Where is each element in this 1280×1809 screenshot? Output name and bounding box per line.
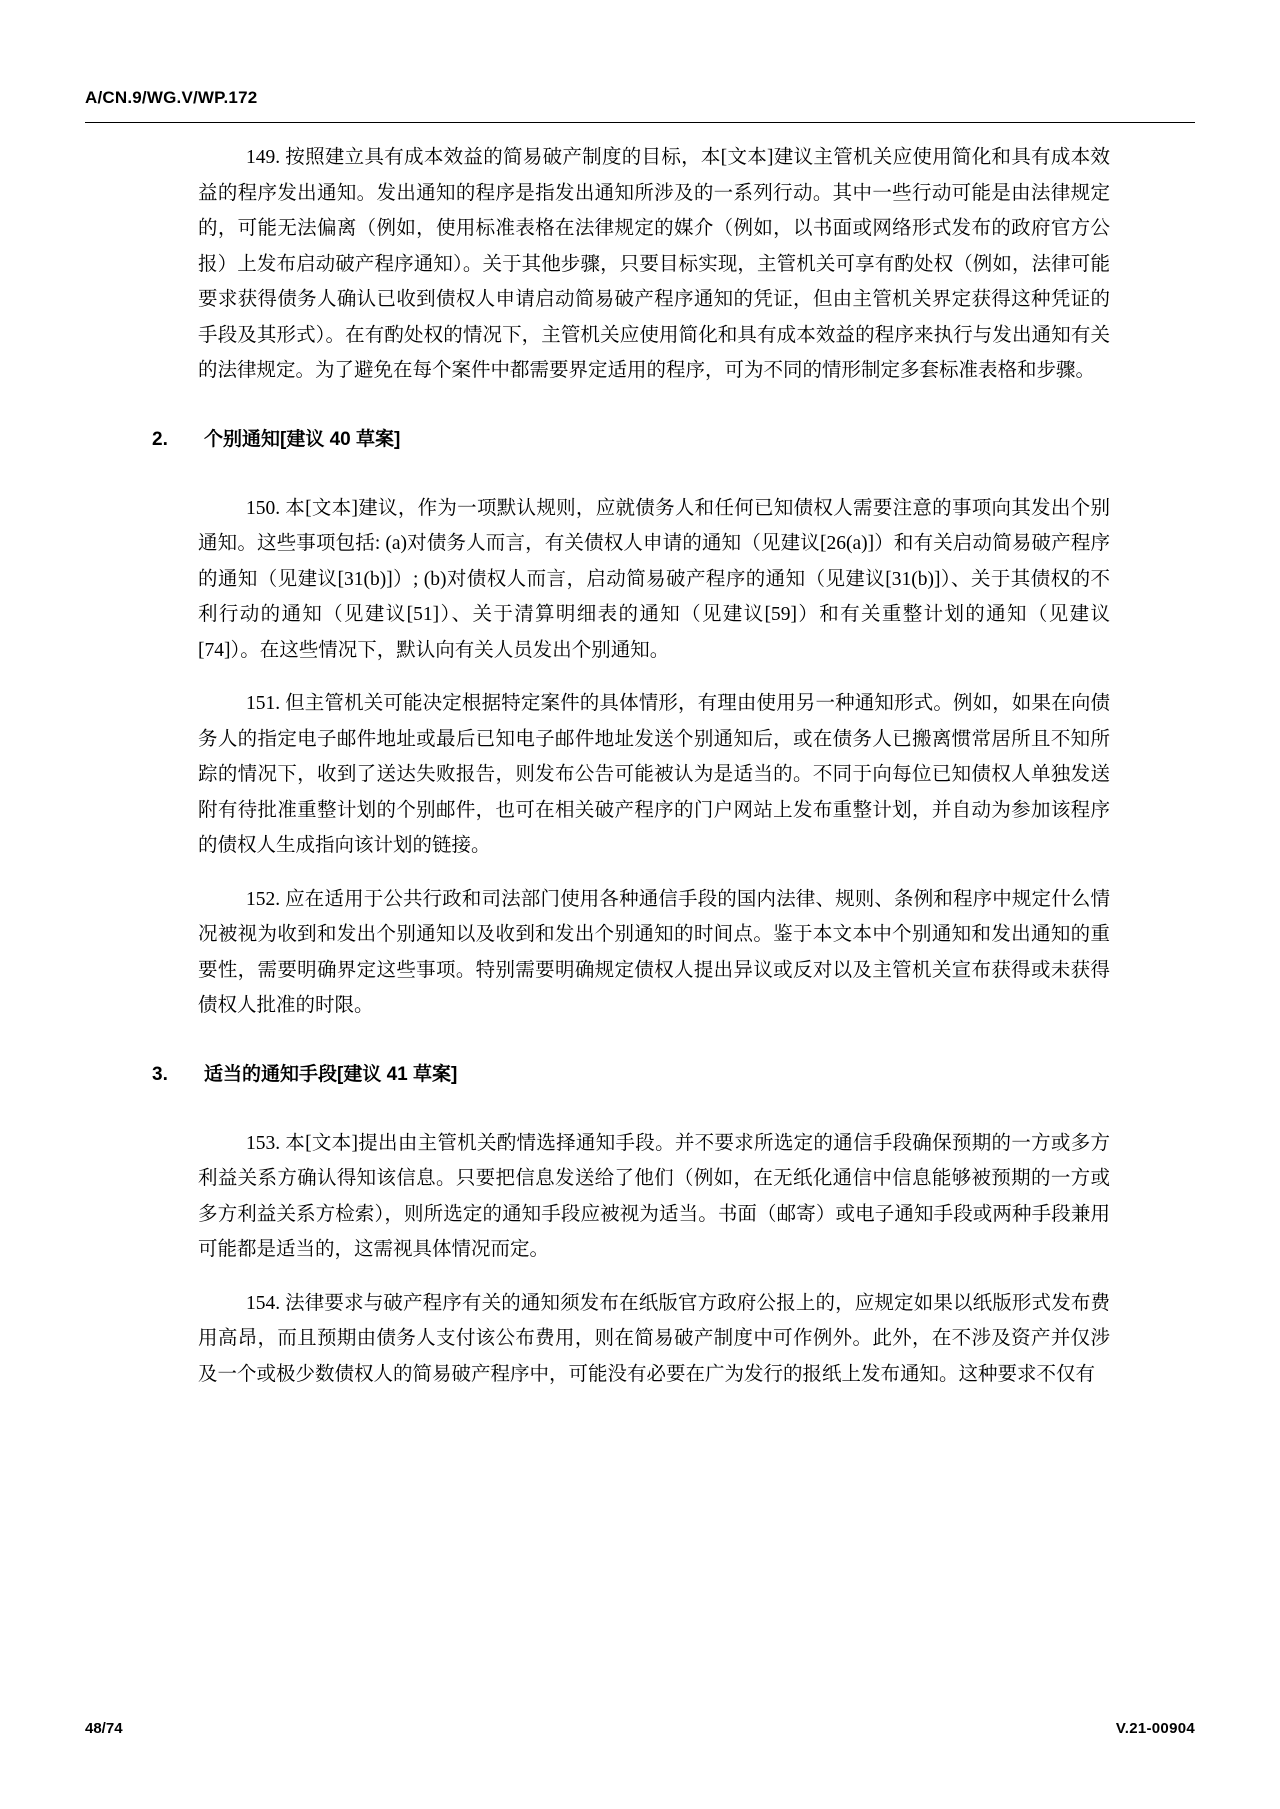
footer-document-code: V.21-00904	[1115, 1720, 1195, 1737]
spacer	[198, 455, 1110, 491]
section-heading-2	[152, 425, 1110, 455]
section-number: 3.	[152, 1063, 168, 1085]
spacer	[198, 389, 1110, 425]
page-body	[152, 140, 1110, 1392]
paragraph-150: 150. 本[文本]建议，作为一项默认规则，应就债务人和任何已知债权人需要注意的事项向其发出个别通知。这些事项包括: (a)对债务人而言，有关债权人申请的通知（见建议[26(a)]）和有关启动简易破产程序的通知（见建议[31(b)]）; (b)对债权人而言，启动简易破产程序的通知（见建议[31(b)]）、关于其债权的不利行动的通知（见建议[51]）、关于清算明细表的通知（见建议[59]）和有关重整计划的通知（见建议[74]）。在这些情况下，默认向有关人员发出个别通知。	[198, 497, 1110, 661]
page-header	[85, 88, 1195, 108]
paragraph-149: 149. 按照建立具有成本效益的简易破产制度的目标，本[文本]建议主管机关应使用简化和具有成本效益的程序发出通知。发出通知的程序是指发出通知所涉及的一系列行动。其中一些行动可能是由法律规定的，可能无法偏离（例如，使用标准表格在法律规定的媒介（例如，以书面或网络形式发布的政府官方公报）上发布启动破产程序通知）。关于其他步骤，只要目标实现，主管机关可享有酌处权（例如，法律可能要求获得债务人确认已收到债权人申请启动简易破产程序通知的凭证，但由主管机关界定获得这种凭证的手段及其形式）。在有酌处权的情况下，主管机关应使用简化和具有成本效益的程序来执行与发出通知有关的法律规定。为了避免在每个案件中都需要界定适用的程序，可为不同的情形制定多套标准表格和步骤。	[198, 147, 1110, 381]
paragraph-153: 153. 本[文本]提出由主管机关酌情选择通知手段。并不要求所选定的通信手段确保预期的一方或多方利益关系方确认得知该信息。只要把信息发送给了他们（例如，在无纸化通信中信息能够被预期的一方或多方利益关系方检索），则所选定的通知手段应被视为适当。书面（邮寄）或电子通知手段或两种手段兼用可能都是适当的，这需视具体情况而定。	[198, 1132, 1110, 1260]
paragraph-154: 154. 法律要求与破产程序有关的通知须发布在纸版官方政府公报上的，应规定如果以纸版形式发布费用高昂，而且预期由债务人支付该公布费用，则在简易破产制度中可作例外。此外，在不涉及资产并仅涉及一个或极少数债权人的简易破产程序中，可能没有必要在广为发行的报纸上发布通知。这种要求不仅有	[198, 1292, 1110, 1385]
paragraph-152: 152. 应在适用于公共行政和司法部门使用各种通信手段的国内法律、规则、条例和程序中规定什么情况被视为收到和发出个别通知以及收到和发出个别通知的时间点。鉴于本文本中个别通知和发出通知的重要性，需要明确界定这些事项。特别需要明确规定债权人提出异议或反对以及主管机关宣布获得或未获得债权人批准的时限。	[198, 888, 1110, 1016]
section-title: 适当的通知手段[建议 41 草案]	[204, 1063, 458, 1085]
document-symbol: A/CN.9/WG.V/WP.172	[85, 88, 258, 107]
spacer	[198, 1090, 1110, 1126]
footer-page-number: 48/74	[85, 1720, 123, 1737]
section-heading-3	[152, 1060, 1110, 1090]
spacer	[198, 1268, 1110, 1286]
spacer	[198, 864, 1110, 882]
spacer	[198, 1024, 1110, 1060]
section-title: 个别通知[建议 40 草案]	[204, 428, 401, 450]
paragraph-151: 151. 但主管机关可能决定根据特定案件的具体情形，有理由使用另一种通知形式。例如，如果在向债务人的指定电子邮件地址或最后已知电子邮件地址发送个别通知后，或在债务人已搬离惯常居所且不知所踪的情况下，收到了送达失败报告，则发布公告可能被认为是适当的。不同于向每位已知债权人单独发送附有待批准重整计划的个别邮件，也可在相关破产程序的门户网站上发布重整计划，并自动为参加该程序的债权人生成指向该计划的链接。	[198, 693, 1110, 856]
header-divider	[85, 122, 1195, 123]
spacer	[198, 668, 1110, 686]
section-number: 2.	[152, 428, 168, 450]
